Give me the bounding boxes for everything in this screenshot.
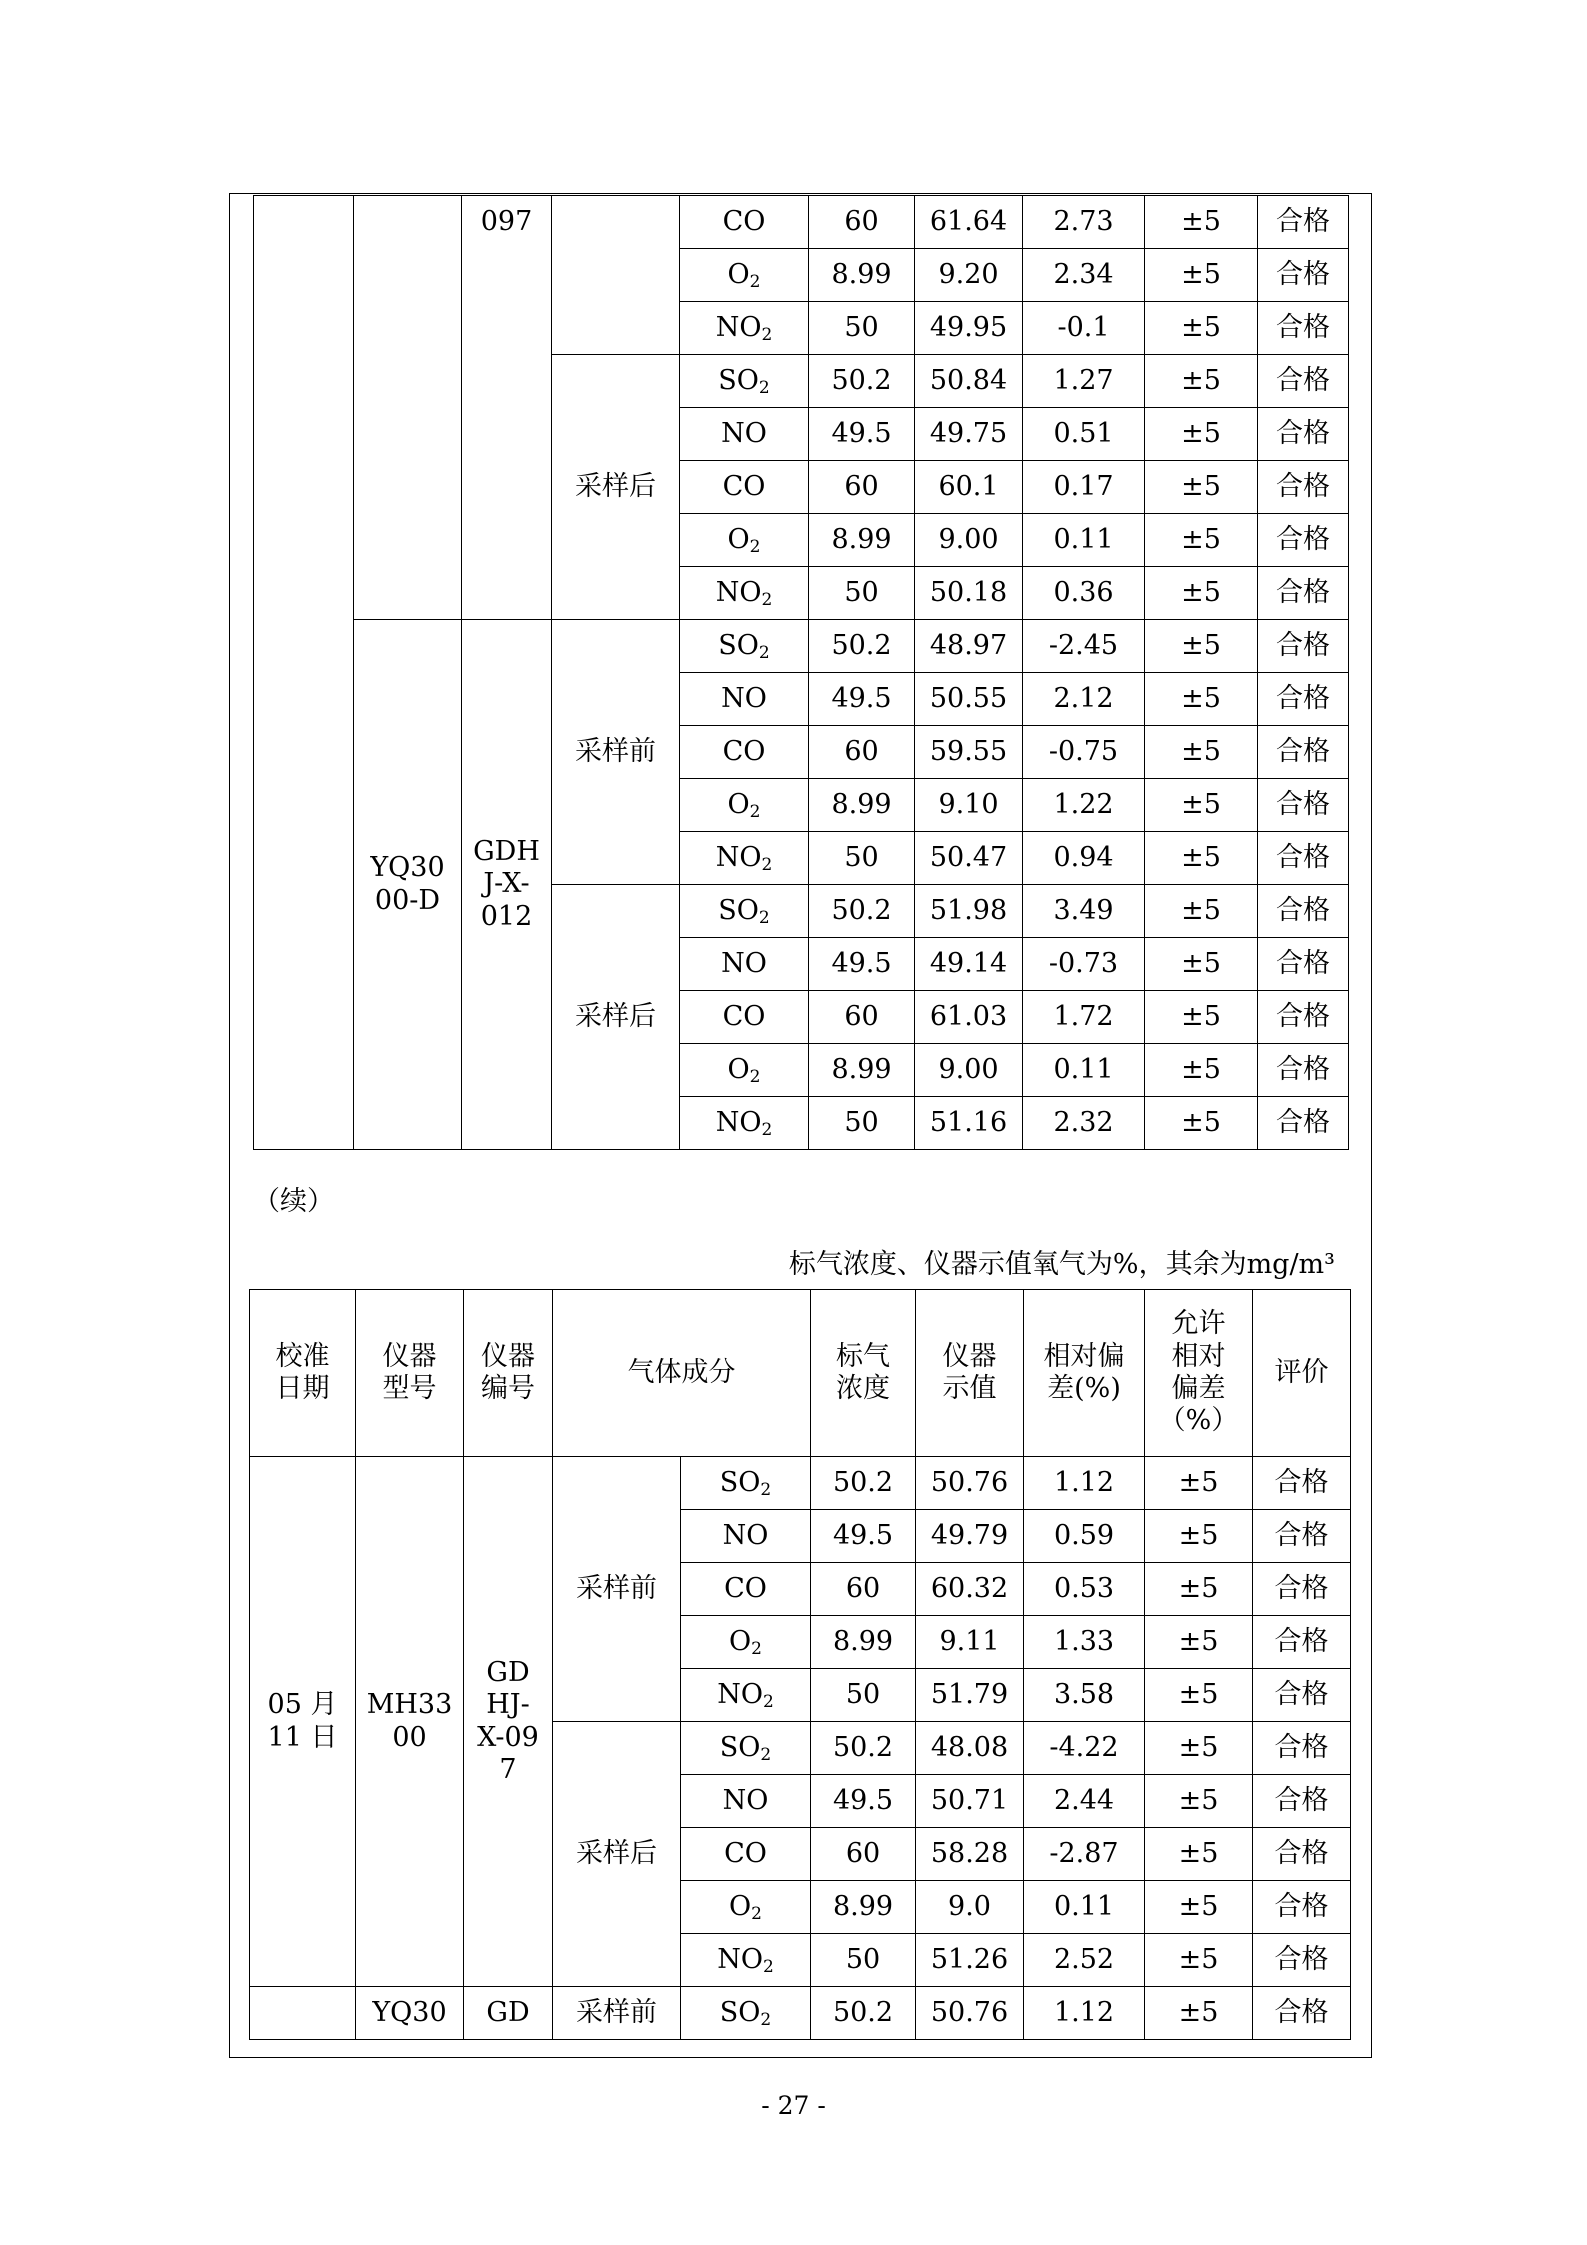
header-allowed: 允许 相对 偏差 （%） [1145,1290,1253,1457]
gas-cell: $SO_2$ [680,885,809,938]
std-cell: 50.2 [809,620,915,673]
reading-cell: 49.14 [915,938,1023,991]
allowed-cell: ±5 [1145,196,1258,249]
evaluation-cell: 合格 [1258,991,1349,1044]
evaluation-cell: 合格 [1258,408,1349,461]
std-cell: 50 [809,1097,915,1150]
evaluation-cell: 合格 [1253,1987,1351,2040]
evaluation-cell: 合格 [1258,832,1349,885]
evaluation-cell: 合格 [1258,938,1349,991]
deviation-cell: 0.51 [1023,408,1145,461]
evaluation-cell: 合格 [1253,1563,1351,1616]
deviation-cell: 2.44 [1024,1775,1145,1828]
allowed-cell: ±5 [1145,991,1258,1044]
std-cell: 49.5 [809,673,915,726]
evaluation-cell: 合格 [1258,620,1349,673]
reading-cell: 60.1 [915,461,1023,514]
std-cell: 49.5 [811,1510,916,1563]
gas-cell: NO [681,1510,811,1563]
std-cell: 49.5 [809,408,915,461]
std-cell: 8.99 [811,1616,916,1669]
serial-cell: GDH J-X- 012 [462,620,552,1150]
reading-cell: 59.55 [915,726,1023,779]
gas-cell: $O_2$ [680,514,809,567]
allowed-cell: ±5 [1145,1457,1253,1510]
allowed-cell: ±5 [1145,1669,1253,1722]
allowed-cell: ±5 [1145,885,1258,938]
deviation-cell: 1.12 [1024,1987,1145,2040]
reading-cell: 50.76 [916,1457,1024,1510]
header-evaluation: 评价 [1253,1290,1351,1457]
reading-cell: 51.79 [916,1669,1024,1722]
deviation-cell: 1.12 [1024,1457,1145,1510]
gas-cell: NO [681,1775,811,1828]
gas-cell: $NO_2$ [681,1934,811,1987]
page-number: - 27 - [761,2091,826,2120]
std-cell: 8.99 [809,249,915,302]
std-cell: 8.99 [811,1881,916,1934]
deviation-cell: 2.34 [1023,249,1145,302]
header-date: 校准 日期 [250,1290,356,1457]
reading-cell: 50.18 [915,567,1023,620]
evaluation-cell: 合格 [1258,461,1349,514]
deviation-cell: 0.17 [1023,461,1145,514]
gas-cell: NO [680,408,809,461]
gas-cell: $O_2$ [681,1616,811,1669]
gas-cell: $O_2$ [680,779,809,832]
model-cell [354,196,462,620]
std-cell: 50.2 [811,1457,916,1510]
allowed-cell: ±5 [1145,1097,1258,1150]
evaluation-cell: 合格 [1258,249,1349,302]
serial-cell: GD [464,1987,553,2040]
gas-cell: CO [680,726,809,779]
evaluation-cell: 合格 [1258,779,1349,832]
reading-cell: 51.98 [915,885,1023,938]
evaluation-cell: 合格 [1258,302,1349,355]
std-cell: 50 [811,1934,916,1987]
header-model: 仪器 型号 [356,1290,464,1457]
reading-cell: 61.64 [915,196,1023,249]
std-cell: 49.5 [809,938,915,991]
reading-cell: 51.16 [915,1097,1023,1150]
date-cell: 05 月 11 日 [250,1457,356,1987]
header-gas: 气体成分 [553,1290,811,1457]
reading-cell: 58.28 [916,1828,1024,1881]
reading-cell: 9.20 [915,249,1023,302]
gas-cell: CO [681,1828,811,1881]
phase-cell: 采样前 [553,1987,681,2040]
gas-cell: CO [681,1563,811,1616]
gas-cell: $O_2$ [680,249,809,302]
allowed-cell: ±5 [1145,461,1258,514]
reading-cell: 9.00 [915,1044,1023,1097]
deviation-cell: 0.94 [1023,832,1145,885]
evaluation-cell: 合格 [1258,726,1349,779]
allowed-cell: ±5 [1145,673,1258,726]
evaluation-cell: 合格 [1258,514,1349,567]
deviation-cell: 0.59 [1024,1510,1145,1563]
allowed-cell: ±5 [1145,1044,1258,1097]
deviation-cell: 2.32 [1023,1097,1145,1150]
model-cell: YQ30 00-D [354,620,462,1150]
deviation-cell: 2.52 [1024,1934,1145,1987]
reading-cell: 9.0 [916,1881,1024,1934]
evaluation-cell: 合格 [1253,1775,1351,1828]
allowed-cell: ±5 [1145,779,1258,832]
serial-cell: 097 [462,196,552,620]
phase-cell: 采样后 [552,885,680,1150]
allowed-cell: ±5 [1145,1722,1253,1775]
gas-cell: CO [680,991,809,1044]
gas-cell: CO [680,461,809,514]
reading-cell: 9.10 [915,779,1023,832]
continued-label: （续） [253,1186,334,1217]
gas-cell: NO [680,938,809,991]
allowed-cell: ±5 [1145,938,1258,991]
allowed-cell: ±5 [1145,1828,1253,1881]
deviation-cell: -0.75 [1023,726,1145,779]
allowed-cell: ±5 [1145,1510,1253,1563]
evaluation-cell: 合格 [1253,1828,1351,1881]
deviation-cell: 3.58 [1024,1669,1145,1722]
deviation-cell: 0.11 [1024,1881,1145,1934]
allowed-cell: ±5 [1145,832,1258,885]
deviation-cell: 1.22 [1023,779,1145,832]
gas-cell: $NO_2$ [681,1669,811,1722]
deviation-cell: 1.33 [1024,1616,1145,1669]
std-cell: 60 [809,461,915,514]
gas-cell: $NO_2$ [680,1097,809,1150]
gas-cell: $O_2$ [681,1881,811,1934]
date-cell [254,196,354,1150]
evaluation-cell: 合格 [1253,1722,1351,1775]
std-cell: 50 [809,832,915,885]
std-cell: 60 [809,991,915,1044]
gas-cell: NO [680,673,809,726]
deviation-cell: 1.72 [1023,991,1145,1044]
deviation-cell: 2.73 [1023,196,1145,249]
model-cell: MH33 00 [356,1457,464,1987]
allowed-cell: ±5 [1145,249,1258,302]
reading-cell: 9.00 [915,514,1023,567]
evaluation-cell: 合格 [1258,885,1349,938]
phase-cell: 采样后 [552,355,680,620]
unit-note: 标气浓度、仪器示值氧气为%，其余为mg/m³ [788,1249,1335,1280]
table-header-row [250,1290,1351,1457]
calibration-table [249,1289,1351,2040]
deviation-cell: 0.36 [1023,567,1145,620]
deviation-cell: 0.11 [1023,1044,1145,1097]
phase-cell: 采样后 [553,1722,681,1987]
reading-cell: 50.76 [916,1987,1024,2040]
allowed-cell: ±5 [1145,620,1258,673]
evaluation-cell: 合格 [1258,567,1349,620]
allowed-cell: ±5 [1145,355,1258,408]
reading-cell: 50.47 [915,832,1023,885]
gas-cell: $NO_2$ [680,302,809,355]
reading-cell: 49.79 [916,1510,1024,1563]
gas-cell: $SO_2$ [680,620,809,673]
evaluation-cell: 合格 [1258,1097,1349,1150]
std-cell: 8.99 [809,1044,915,1097]
allowed-cell: ±5 [1145,514,1258,567]
deviation-cell: -0.73 [1023,938,1145,991]
deviation-cell: -0.1 [1023,302,1145,355]
phase-cell [552,196,680,355]
header-reading: 仪器 示值 [916,1290,1024,1457]
evaluation-cell: 合格 [1258,1044,1349,1097]
reading-cell: 60.32 [916,1563,1024,1616]
evaluation-cell: 合格 [1258,355,1349,408]
phase-cell: 采样前 [553,1457,681,1722]
deviation-cell: -2.45 [1023,620,1145,673]
evaluation-cell: 合格 [1253,1616,1351,1669]
std-cell: 50.2 [811,1987,916,2040]
deviation-cell: -4.22 [1024,1722,1145,1775]
evaluation-cell: 合格 [1253,1510,1351,1563]
reading-cell: 50.71 [916,1775,1024,1828]
std-cell: 60 [811,1563,916,1616]
phase-cell: 采样前 [552,620,680,885]
allowed-cell: ±5 [1145,408,1258,461]
gas-cell: CO [680,196,809,249]
reading-cell: 50.55 [915,673,1023,726]
std-cell: 50.2 [809,885,915,938]
gas-cell: $SO_2$ [680,355,809,408]
std-cell: 50.2 [811,1722,916,1775]
std-cell: 50 [811,1669,916,1722]
model-cell: YQ30 [356,1987,464,2040]
std-cell: 8.99 [809,779,915,832]
allowed-cell: ±5 [1145,567,1258,620]
header-serial: 仪器 编号 [464,1290,553,1457]
std-cell: 49.5 [811,1775,916,1828]
gas-cell: $SO_2$ [681,1987,811,2040]
reading-cell: 49.75 [915,408,1023,461]
allowed-cell: ±5 [1145,1616,1253,1669]
gas-cell: $SO_2$ [681,1722,811,1775]
evaluation-cell: 合格 [1258,196,1349,249]
evaluation-cell: 合格 [1253,1457,1351,1510]
std-cell: 50 [809,302,915,355]
deviation-cell: 2.12 [1023,673,1145,726]
calibration-table-continued [253,195,1349,1150]
allowed-cell: ±5 [1145,1934,1253,1987]
std-cell: 8.99 [809,514,915,567]
gas-cell: $SO_2$ [681,1457,811,1510]
deviation-cell: 0.11 [1023,514,1145,567]
gas-cell: $O_2$ [680,1044,809,1097]
allowed-cell: ±5 [1145,726,1258,779]
reading-cell: 51.26 [916,1934,1024,1987]
reading-cell: 50.84 [915,355,1023,408]
reading-cell: 49.95 [915,302,1023,355]
reading-cell: 48.97 [915,620,1023,673]
std-cell: 60 [811,1828,916,1881]
date-cell [250,1987,356,2040]
allowed-cell: ±5 [1145,1881,1253,1934]
evaluation-cell: 合格 [1253,1669,1351,1722]
header-deviation: 相对偏 差(%) [1024,1290,1145,1457]
std-cell: 60 [809,726,915,779]
deviation-cell: 0.53 [1024,1563,1145,1616]
allowed-cell: ±5 [1145,1563,1253,1616]
deviation-cell: 1.27 [1023,355,1145,408]
evaluation-cell: 合格 [1253,1934,1351,1987]
allowed-cell: ±5 [1145,1775,1253,1828]
allowed-cell: ±5 [1145,302,1258,355]
deviation-cell: 3.49 [1023,885,1145,938]
reading-cell: 48.08 [916,1722,1024,1775]
reading-cell: 61.03 [915,991,1023,1044]
std-cell: 50.2 [809,355,915,408]
std-cell: 50 [809,567,915,620]
evaluation-cell: 合格 [1253,1881,1351,1934]
deviation-cell: -2.87 [1024,1828,1145,1881]
std-cell: 60 [809,196,915,249]
evaluation-cell: 合格 [1258,673,1349,726]
gas-cell: $NO_2$ [680,567,809,620]
header-std: 标气 浓度 [811,1290,916,1457]
allowed-cell: ±5 [1145,1987,1253,2040]
serial-cell: GD HJ- X-09 7 [464,1457,553,1987]
reading-cell: 9.11 [916,1616,1024,1669]
gas-cell: $NO_2$ [680,832,809,885]
